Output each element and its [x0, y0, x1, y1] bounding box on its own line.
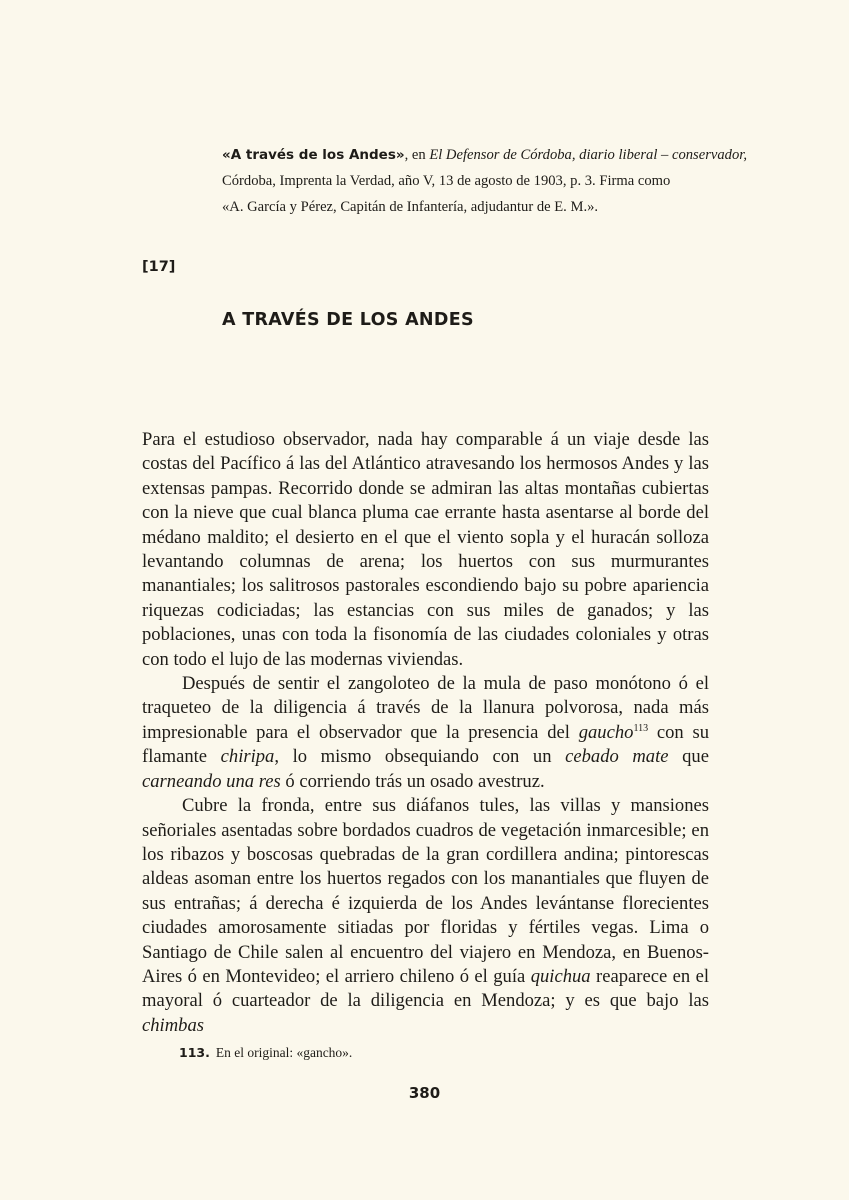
- footnote-text: En el original: «gancho».: [215, 1045, 353, 1060]
- article-body: [142, 428, 709, 1038]
- document-number: [17]: [142, 259, 176, 275]
- source-title: «A través de los Andes»: [222, 147, 405, 163]
- paragraph-2: Después de sentir el zangoloteo de la mula de paso monótono ó el traqueteo de la diligencia á través de la llanura polvorosa, nada más impresionable para el observador que la presencia del gaucho$^{113}$ con su flamante chiripa, lo mismo obsequiando con un cebado mate que carneando una res ó corriendo trás un osado avestruz.: [142, 673, 709, 792]
- footnote: [179, 1045, 352, 1061]
- italic-term: carneando una res: [142, 770, 281, 792]
- page-number: 380: [408, 1084, 441, 1102]
- source-line-1: [222, 142, 747, 168]
- paragraph-1: Para el estudioso observador, nada hay comparable á un viaje desde las costas del Pacífico á las del Atlántico atravesando los hermosos Andes y las extensas pampas. Recorrido donde se admiran las altas montañas cubiertas con la nieve que cual blanca pluma cae errante hasta asentarse al borde del médano maldito; el desierto en el que el viento sopla y el huracán solloza levantando columnas de arena; los huertos con sus murmurantes manantiales; los salitrosos pastorales escondiendo bajo su pobre apariencia riquezas codiciadas; las estancias con sus miles de ganados; y las poblaciones, unas con toda la fisonomía de las ciudades coloniales y otras con todo el lujo de las modernas viviendas.: [142, 429, 709, 670]
- source-note: [222, 142, 747, 220]
- footnote-number: 113.: [179, 1045, 210, 1060]
- italic-term: gaucho: [578, 721, 634, 743]
- italic-term: chiripa: [220, 746, 275, 768]
- italic-term: cebado mate: [565, 746, 669, 768]
- source-line-3: «A. García y Pérez, Capitán de Infantería, adjudantur de E. M.».: [222, 199, 599, 215]
- italic-term: chimbas: [142, 1014, 204, 1036]
- footnote-reference[interactable]: 113: [633, 722, 649, 734]
- source-connector: , en: [404, 147, 430, 163]
- source-line-2: Córdoba, Imprenta la Verdad, año V, 13 de agosto de 1903, p. 3. Firma como: [222, 173, 671, 189]
- italic-term: quichua: [530, 965, 591, 987]
- paragraph-3: Cubre la fronda, entre sus diáfanos tules, las villas y mansiones señoriales asentadas sobre bordados cuadros de vegetación inmarcesible; en los ribazos y boscosas quebradas de la gran cordillera andina; pintorescas aldeas asoman entre los huertos regados con los manantiales que fluyen de sus entrañas; á derecha é izquierda de los Andes levántanse florecientes ciudades amorosamente sitiadas por floridas y fértiles vegas. Lima o Santiago de Chile salen al encuentro del viajero en Mendoza, en Buenos-Aires ó en Montevideo; el arriero chileno ó el guía quichua reaparece en el mayoral ó cuarteador de la diligencia en Mendoza; y es que bajo las chimbas: [142, 795, 709, 1036]
- article-title: A TRAVÉS DE LOS ANDES: [222, 310, 474, 330]
- source-publication: El Defensor de Córdoba, diario liberal – conservador,: [429, 147, 747, 163]
